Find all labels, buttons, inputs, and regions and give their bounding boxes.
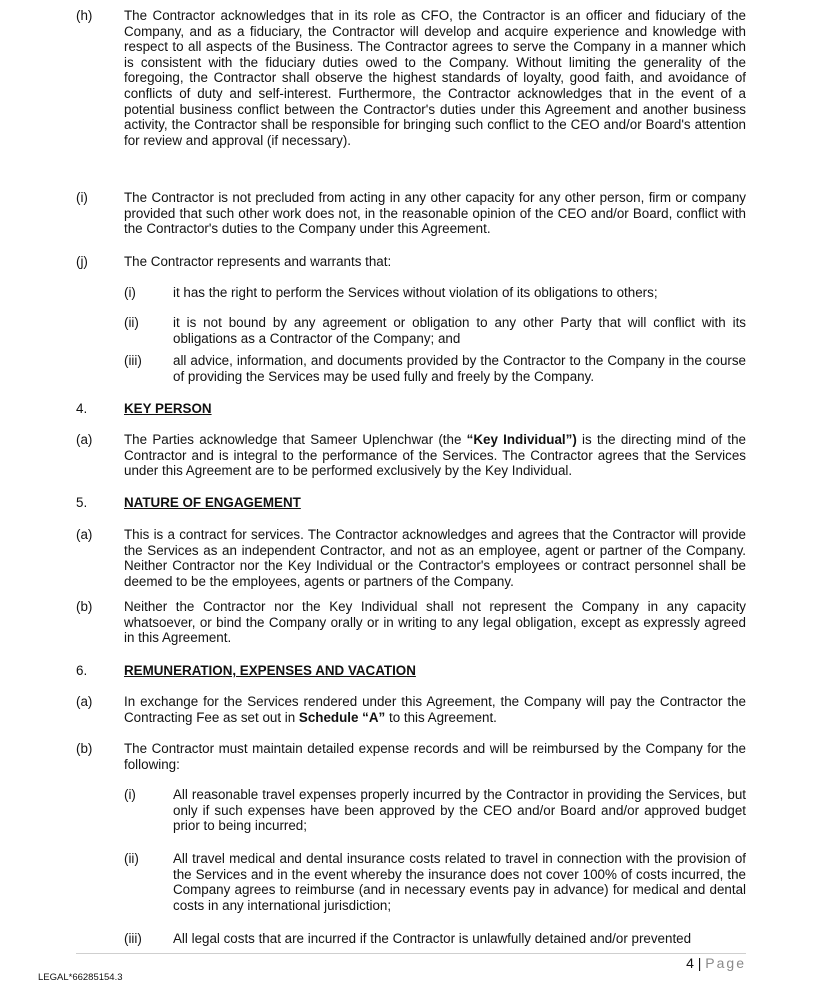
section-number: 5. bbox=[76, 495, 88, 510]
clause-text: The Contractor must maintain detailed expense records and will be reimbursed by the Company for the following: bbox=[124, 741, 746, 772]
clause-text bbox=[124, 694, 746, 725]
section-title: KEY PERSON bbox=[124, 401, 212, 416]
clause-text: Neither the Contractor nor the Key Individual shall not represent the Company in any capacity whatsoever, or bind the Company orally or in writing to any legal obligation, except as expressly agreed in this Agreement. bbox=[124, 599, 746, 646]
subclause-text: All legal costs that are incurred if the Contractor is unlawfully detained and/or prevented bbox=[173, 931, 692, 946]
page-word: Page bbox=[705, 955, 746, 971]
subclause-label: (ii) bbox=[124, 851, 139, 866]
section-number: 4. bbox=[76, 401, 88, 416]
section-title: REMUNERATION, EXPENSES AND VACATION bbox=[124, 663, 416, 678]
clause-label: (i) bbox=[76, 190, 88, 205]
clause-label: (a) bbox=[76, 432, 93, 447]
clause-text: The Contractor is not precluded from acting in any other capacity for any other person, firm or company provided that such other work does not, in the reasonable opinion of the CEO and/or Board, conflict with the Contractor's duties to the Company under this Agreement. bbox=[124, 190, 746, 237]
subclause-label: (iii) bbox=[124, 931, 142, 946]
clause-text bbox=[124, 432, 746, 479]
clause-label: (b) bbox=[76, 741, 93, 756]
clause-label: (b) bbox=[76, 599, 93, 614]
subclause-text: it has the right to perform the Services without violation of its obligations to others; bbox=[173, 285, 658, 300]
subclause-label: (i) bbox=[124, 285, 136, 300]
clause-label: (h) bbox=[76, 8, 93, 23]
clause-text-part: The Parties acknowledge that Sameer Uplenchwar (the bbox=[124, 432, 467, 447]
subclause-label: (ii) bbox=[124, 315, 139, 330]
subclause-text: All reasonable travel expenses properly incurred by the Contractor in providing the Services, but only if such expenses have been approved by the CEO and/or Board and/or approved budget prior to being incurred; bbox=[173, 787, 746, 834]
schedule-reference: Schedule “A” bbox=[298, 709, 386, 725]
clause-text: This is a contract for services. The Contractor acknowledges and agrees that the Contractor will provide the Services as an independent Contractor, and not as an employee, agent or partner of the Company. Neither Contractor nor the Key Individual or the Contractor's employees or contract personnel shall be deemed to be the employees, agents or partners of the Company. bbox=[124, 527, 746, 589]
clause-text-part: to this Agreement. bbox=[385, 709, 497, 725]
subclause-text: all advice, information, and documents provided by the Contractor to the Company in the course of providing the Services may be used fully and freely by the Company. bbox=[173, 353, 746, 384]
section-title: NATURE OF ENGAGEMENT bbox=[124, 495, 301, 510]
clause-label: (j) bbox=[76, 254, 88, 269]
section-number: 6. bbox=[76, 663, 88, 678]
footer-divider bbox=[76, 953, 746, 954]
defined-term: “Key Individual”) bbox=[466, 432, 577, 447]
clause-label: (a) bbox=[76, 527, 93, 542]
subclause-label: (i) bbox=[124, 787, 136, 802]
clause-text: The Contractor acknowledges that in its role as CFO, the Contractor is an officer and fiduciary of the Company, and as a fiduciary, the Contractor will develop and acquire experience and knowledge with respect to all aspects of the Business. The Contractor agrees to serve the Company in a manner which is consistent with the fiduciary duties owed to the Company. Without limiting the generality of the foregoing, the Contractor shall observe the highest standards of loyalty, good faith, and avoidance of conflicts of duty and self-interest. Furthermore, the Contractor acknowledges that in the event of a potential business conflict between the Contractor's duties under this Agreement and another business activity, the Contractor shall be responsible for bringing such conflict to the CEO and/or Board's attention for review and approval (if necessary). bbox=[124, 8, 746, 148]
document-id: LEGAL*66285154.3 bbox=[38, 972, 123, 983]
clause-text-part: is the directing mind of the Contractor and is integral to the performance of the Services. The Contractor agrees that the Services under this Agreement are to be performed exclusively by the Key Individual. bbox=[124, 432, 746, 479]
subclause-text: All travel medical and dental insurance costs related to travel in connection with the provision of the Services and in the event whereby the insurance does not cover 100% of costs incurred, the Company agrees to reimburse (and in necessary events pay in advance) for medical and dental costs in any international jurisdiction; bbox=[173, 851, 746, 913]
page-number-separator: | bbox=[697, 955, 702, 971]
page-number bbox=[686, 955, 746, 971]
clause-text-part: In exchange for the Services rendered under this Agreement, the Company will pay the Contractor the Contracting Fee as set out in bbox=[124, 694, 746, 725]
subclause-label: (iii) bbox=[124, 353, 142, 368]
clause-text: The Contractor represents and warrants that: bbox=[124, 254, 392, 269]
page-number-value: 4 bbox=[686, 955, 694, 971]
subclause-text: it is not bound by any agreement or obligation to any other Party that will conflict with its obligations as a Contractor of the Company; and bbox=[173, 315, 746, 346]
clause-label: (a) bbox=[76, 694, 93, 709]
